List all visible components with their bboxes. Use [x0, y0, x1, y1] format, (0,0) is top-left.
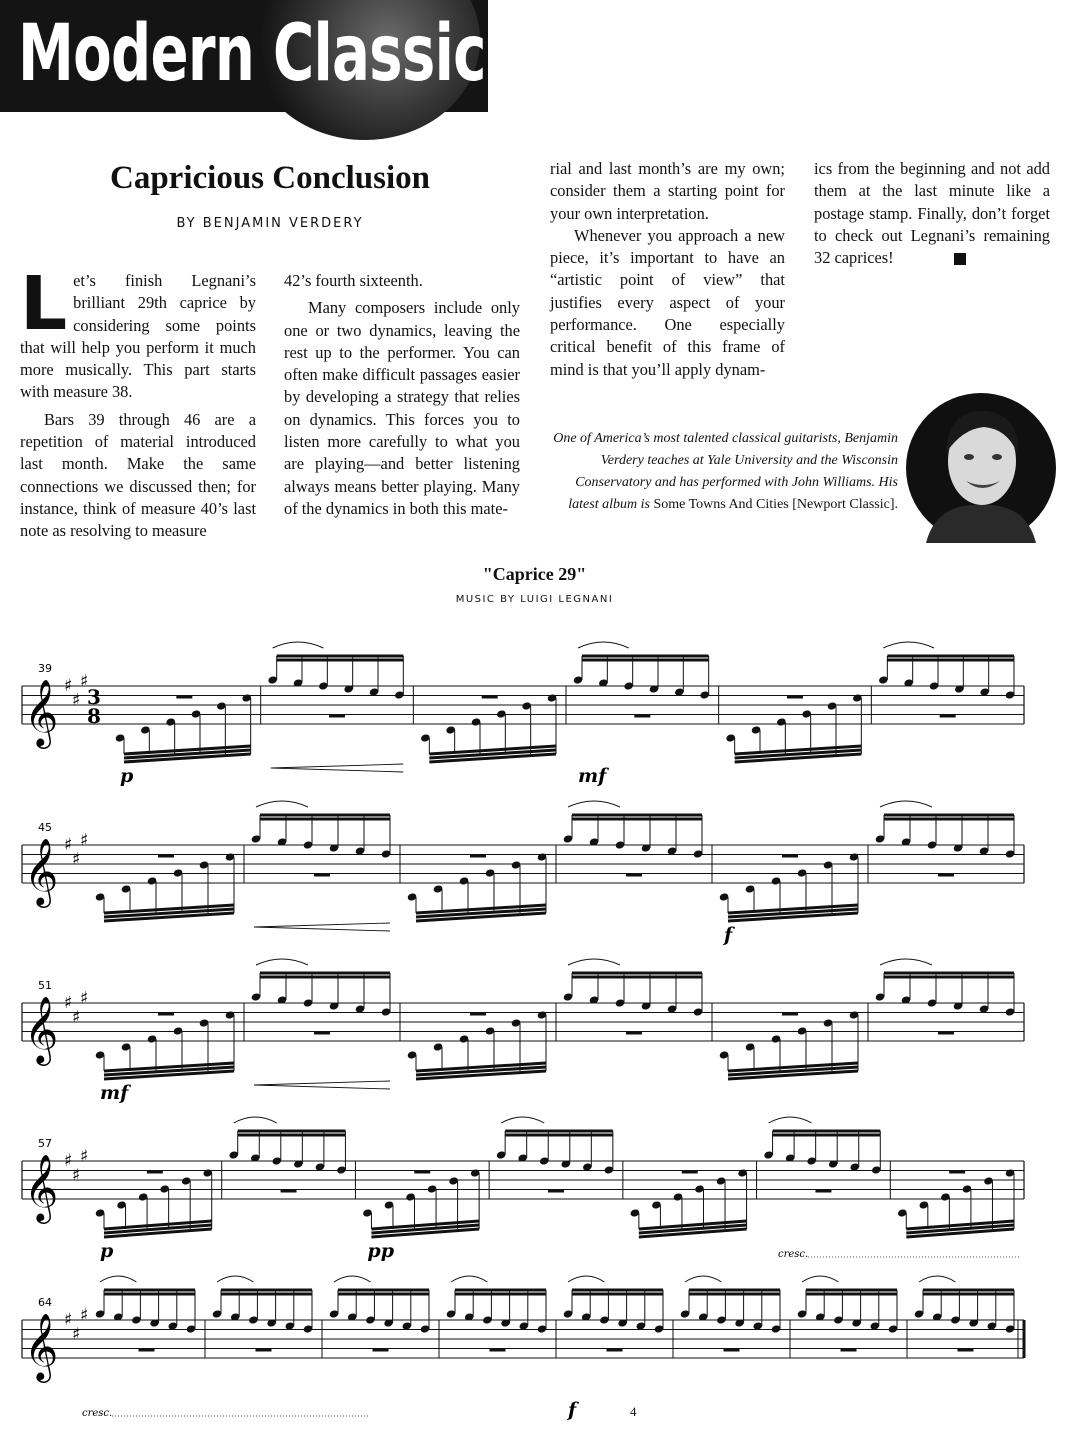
rest-icon — [158, 855, 174, 858]
slur — [685, 1276, 721, 1282]
dynamic-marking: p — [100, 1240, 114, 1262]
rest-icon — [414, 1171, 430, 1174]
music-credit: MUSIC BY LUIGI LEGNANI — [455, 594, 614, 605]
slur — [802, 1276, 838, 1282]
treble-clef-icon: 𝄞 — [24, 678, 59, 746]
hairpin — [254, 1081, 390, 1089]
slur — [568, 959, 620, 965]
treble-clef-icon: 𝄞 — [24, 837, 59, 905]
measure-number: 51 — [38, 979, 52, 992]
sharp-icon: ♯ — [80, 830, 89, 851]
rest-icon — [314, 1032, 330, 1035]
rest-icon — [147, 1171, 163, 1174]
rest-icon — [815, 1190, 831, 1193]
slur — [568, 801, 620, 807]
measure-number: 45 — [38, 821, 52, 834]
rest-icon — [682, 1171, 698, 1174]
slur — [100, 1276, 136, 1282]
rest-icon — [782, 855, 798, 858]
measure-number: 39 — [38, 662, 52, 675]
measure-number: 64 — [38, 1296, 52, 1309]
treble-clef-icon: 𝄞 — [24, 1153, 59, 1221]
hairpin — [254, 923, 390, 931]
sharp-icon: ♯ — [64, 993, 73, 1013]
paragraph: Many composers include only one or two dynamics, leaving the rest up to the performer. You can often make difficult passages easier by developing a strategy that relies on dynamics. This forces you to listen more carefully to what you are playing—and better listening always means better playing. Many of the dynamics in both this mate- — [284, 298, 520, 518]
slur — [919, 1276, 955, 1282]
rest-icon — [626, 1032, 642, 1035]
paragraph: rial and last month’s are my own; consider them a starting point for your own interpretation. — [550, 159, 785, 223]
rest-icon — [470, 855, 486, 858]
rest-icon — [548, 1190, 564, 1193]
time-signature-bottom: 8 — [87, 704, 101, 728]
measure-number: 57 — [38, 1137, 52, 1150]
sharp-icon: ♯ — [80, 671, 89, 692]
rest-icon — [490, 1349, 506, 1352]
rest-icon — [314, 874, 330, 877]
paragraph: Bars 39 through 46 are a repetition of material introduced last month. Make the same connections we discussed then; for instance, think of measure 40’s last note as resolving to measure — [20, 409, 256, 541]
sharp-icon: ♯ — [80, 1305, 89, 1326]
staff-system — [22, 642, 1024, 787]
sharp-icon: ♯ — [72, 849, 81, 870]
article-byline: BY BENJAMIN VERDERY — [176, 216, 364, 231]
slur — [501, 1117, 544, 1123]
caption-label: [Newport Classic]. — [792, 497, 898, 512]
sharp-icon: ♯ — [64, 1310, 73, 1330]
treble-clef-icon: 𝄞 — [24, 995, 59, 1063]
paragraph: 42’s fourth sixteenth. — [284, 271, 423, 290]
paragraph-text: ics from the beginning and not add them at the last minute like a postage stamp. Finally, don’t forget to check out Legnani’s remaining 32 caprices! — [814, 159, 1050, 268]
dynamic-marking: mf — [100, 1082, 129, 1104]
rest-icon — [782, 1013, 798, 1016]
slur — [769, 1117, 812, 1123]
staff-system — [22, 1276, 1024, 1421]
slur — [880, 801, 932, 807]
sharp-icon: ♯ — [80, 988, 89, 1009]
slur — [883, 642, 934, 648]
music-title: "Caprice 29" — [482, 564, 587, 584]
rest-icon — [787, 696, 803, 699]
page-number: 4 — [630, 1404, 637, 1419]
sharp-icon: ♯ — [72, 1007, 81, 1028]
rest-icon — [841, 1349, 857, 1352]
slur — [568, 1276, 604, 1282]
dynamic-marking: pp — [367, 1240, 395, 1262]
dynamic-marking: f — [724, 924, 733, 946]
paragraph-text: et’s finish Legnani’s brilliant 29th caprice by considering some points that will help you perform it much more musically. This part starts with measure 38. — [20, 271, 256, 402]
treble-clef-icon: 𝄞 — [24, 1312, 59, 1380]
rest-icon — [940, 715, 956, 718]
sharp-icon: ♯ — [64, 835, 73, 855]
slur — [334, 1276, 370, 1282]
paragraph: Whenever you approach a new piece, it’s important to have an “artistic point of view” that justifies every aspect of your performance. One especially critical benefit of this frame of mind is that you’ll apply dynam- — [550, 225, 785, 379]
caption-text: One of America’s most talented classical guitarists, Benjamin Verdery teaches at Yale University and the Wisconsin Conservatory and has performed with John Williams. His latest album is — [553, 431, 898, 512]
dynamic-marking: f — [568, 1399, 577, 1421]
rest-icon — [938, 1032, 954, 1035]
slur — [273, 642, 324, 648]
slur — [451, 1276, 487, 1282]
rest-icon — [938, 874, 954, 877]
sharp-icon: ♯ — [64, 1151, 73, 1171]
sharp-icon: ♯ — [80, 1146, 89, 1167]
cresc-marking: cresc. — [82, 1408, 113, 1419]
sharp-icon: ♯ — [64, 676, 73, 696]
rest-icon — [256, 1349, 272, 1352]
caption-album: Some Towns And Cities — [653, 497, 789, 512]
slur — [880, 959, 932, 965]
rest-icon — [373, 1349, 389, 1352]
rest-icon — [158, 1013, 174, 1016]
dynamic-marking: mf — [578, 765, 607, 787]
slur — [578, 642, 629, 648]
time-signature-top: 3 — [87, 685, 101, 709]
sharp-icon: ♯ — [72, 1324, 81, 1345]
slur — [234, 1117, 277, 1123]
rest-icon — [139, 1349, 155, 1352]
rest-icon — [607, 1349, 623, 1352]
rest-icon — [626, 874, 642, 877]
drop-cap: L — [20, 261, 68, 347]
section-title: Modern Classical — [18, 9, 542, 99]
article-title: Capricious Conclusion — [110, 160, 430, 196]
slur — [256, 959, 308, 965]
cresc-marking: cresc. — [778, 1249, 809, 1260]
staff-system — [22, 1117, 1024, 1262]
sharp-icon: ♯ — [72, 1165, 81, 1186]
rest-icon — [958, 1349, 974, 1352]
rest-icon — [482, 696, 498, 699]
dynamic-marking: p — [120, 765, 134, 787]
rest-icon — [949, 1171, 965, 1174]
rest-icon — [724, 1349, 740, 1352]
rest-icon — [470, 1013, 486, 1016]
rest-icon — [329, 715, 345, 718]
rest-icon — [281, 1190, 297, 1193]
sharp-icon: ♯ — [72, 690, 81, 711]
slur — [217, 1276, 253, 1282]
staff-system — [22, 959, 1024, 1104]
rest-icon — [634, 715, 650, 718]
staff-system — [22, 801, 1024, 946]
hairpin — [271, 764, 404, 772]
rest-icon — [176, 696, 192, 699]
slur — [256, 801, 308, 807]
